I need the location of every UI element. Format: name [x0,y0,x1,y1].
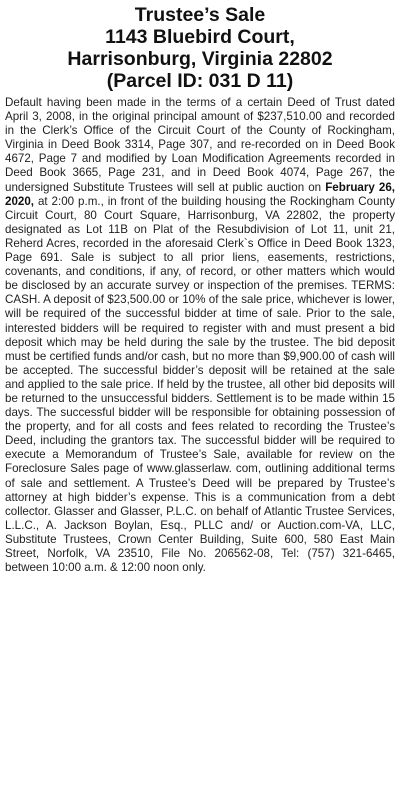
notice-body-intro: Default having been made in the terms of a certain Deed of Trust dated April 3, 2008, in the original principal amount of $237,510.00 and recorded in the Clerk’s Office of the Circuit Court of the County of Rockingham, Virginia in Deed Book 3314, Page 307, and re-recorded on in Deed Book 4672, Page 7 and modified by Loan Modification Agreements recorded in Deed Book 3665, Page 231, and in Deed Book 4074, Page 267, the undersigned Substitute Trustees will sell at public auction on [5,96,395,194]
notice-title: Trustee’s Sale [134,4,266,26]
notice-body-terms: at 2:00 p.m., in front of the building housing the Rockingham County Circuit Court, 80 Court Square, Harrisonburg, VA 22802, the property designated as Lot 11B on Plat of the Resubdivision of Lot 11, unit 21, Reherd Acres, recorded in the aforesaid Clerk`s Office in Deed Book 1323, Page 691. Sale is subject to all prior liens, easements, restrictions, covenants, and conditions, if any, of record, or other matters which would be disclosed by an accurate survey or inspection of the premises. TERMS: CASH. A deposit of $23,500.00 or 10% of the sale price, whichever is lower, will be required of the successful bidder at time of sale. Prior to the sale, interested bidders will be required to register with and must present a bid deposit which may be held during the sale by the trustee. The bid deposit must be certified funds and/or cash, but no more than $9,900.00 of cash will be accepted. The successful bidder’s deposit will be retained at the sale and applied to the sale price. If held by the trustee, all other bid deposits will be returned to the unsuccessful bidders. Settlement is to be made within 15 days. The successful bidder will be responsible for obtaining possession of the property, and for all costs and fees related to recording the Trustee’s Deed, including the grantors tax. The successful bidder will be required to execute a Memorandum of Trustee’s Sale, available for review on the Foreclosure Sales page of www.glasserlaw. com, outlining additional terms of sale and settlement. A Trustee’s Deed will be prepared by Trustee’s attorney at high bidder’s expense. This is a communication from a debt collector. Glasser and Glasser, P.L.C. on behalf of Atlantic Trustee Services, L.L.C., A. Jackson Boylan, Esq., PLLC and/ or Auction.com-VA, LLC, Substitute Trustees, Crown Center Building, Suite 600, 580 East Main Street, Norfolk, VA 23510, File No. 206562-08, Tel: (757) 321-6465, between 10:00 a.m. & 12:00 noon only. [5,194,395,575]
property-address-street: 1143 Bluebird Court, [105,26,295,48]
parcel-id: (Parcel ID: 031 D 11) [106,70,294,92]
property-address-city: Harrisonburg, Virginia 22802 [67,48,333,70]
sale-date: February 26, 2020, [5,180,396,208]
notice-body [5,96,395,575]
notice-heading [5,4,395,92]
